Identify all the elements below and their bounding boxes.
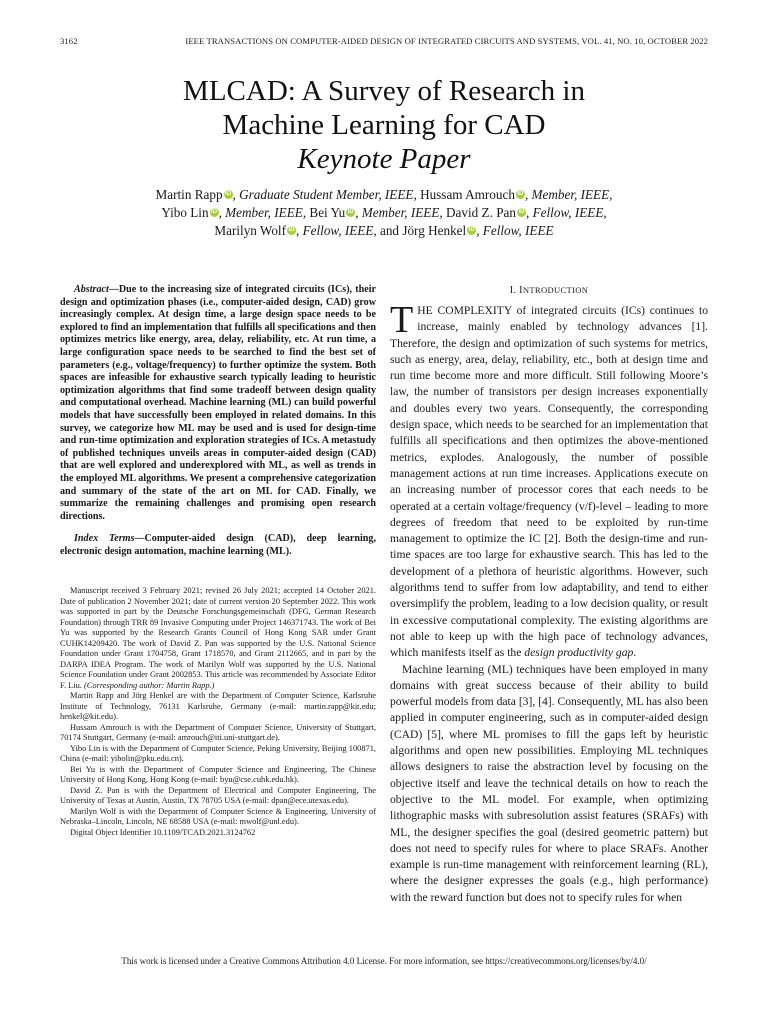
author-membership: Graduate Student Member, IEEE [239, 187, 414, 202]
abstract-text: —Due to the increasing size of integrated circuits (ICs), their design and optimization phases (i.e., computer-aided design, CAD) grow increasingly complex. At design time, a large design space needs to be explored to find an implementation that fulfills all specifications and then optimizes metrics like energy, area, delay, reliability, etc. At run time, a large configuration space needs to be searched to find the best set of parameters (e.g., voltage/frequency) to further optimize the system. Both spaces are infeasible for exhaustive search typically leading to heuristic optimization algorithms that find some tradeoff between design quality and computational overhead. Machine learning (ML) can build powerful models that have successfully been employed in related domains. In this survey, we categorize how ML may be used and is used for design-time and run-time optimization and exploration strategies of ICs. A metastudy of published techniques unveils areas in computer-aided design (CAD) that are well explored and underexplored with ML, as well as trends in the employed ML algorithms. We present a comprehensive categorization and summary of the state of the art on ML for CAD. Finally, we summarize the remaining challenges and promising open research directions. [60, 284, 376, 522]
footnote-affiliation: David Z. Pan is with the Department of Electrical and Computer Engineering, The University of Texas at Austin, Austin, TX 78705 USA (e-mail: dpan@ece.utexas.edu). [60, 785, 376, 806]
footnote-text: Manuscript received 3 February 2021; revised 26 July 2021; accepted 14 October 2021. Date of publication 2 November 2021; date of current version 20 September 2022. This work was supported in part by the Deutsche Forschungsgemeinschaft (DFG, German Research Foundation) through TRR 89 Invasive Computing under Project 146371743. The work of Bei Yu was supported by the Research Grants Council of Hong Kong SAR under Grant CUHK14209420. The work of David Z. Pan was supported by the U.S. National Science Foundation under Grant 1704758, Grant 1718570, and Grant 2112665, and in part by the DARPA IDEA Program. The work of Marilyn Wolf was supported by the U.S. National Science Foundation under Grant 2002853. This article was recommended by Associate Editor F. Liu. [60, 586, 376, 690]
corresponding-author: (Corresponding author: Martin Rapp.) [84, 680, 215, 690]
author-conjunction: and [379, 223, 400, 238]
abstract-label: Abstract [74, 284, 109, 295]
orcid-icon[interactable]: iD [468, 227, 475, 233]
author-membership: Member, IEEE [531, 187, 610, 202]
author-membership: Fellow, IEEE [482, 223, 554, 238]
license-footer[interactable]: This work is licensed under a Creative Commons Attribution 4.0 License. For more information, see https://creativecommons.org/licenses/by/4.0/ [121, 956, 647, 966]
author-membership: Member, IEEE [361, 205, 440, 220]
footnote-affiliation: Martin Rapp and Jörg Henkel are with the Department of Computer Science, Karlsruhe Institute of Technology, 76131 Karlsruhe, Germany (e-mail: martin.rapp@kit.edu; henkel@kit.edu). [60, 691, 376, 722]
author-name: Jörg Henkel [402, 223, 467, 238]
footnote-doi[interactable]: Digital Object Identifier 10.1109/TCAD.2021.3124762 [70, 827, 256, 837]
right-column [390, 284, 708, 906]
drop-cap: T [390, 299, 414, 341]
author-membership: Member, IEEE [225, 205, 303, 220]
footnote-affiliation: Hussam Amrouch is with the Department of Computer Science, University of Stuttgart, 70174 Stuttgart, Germany (e-mail: amrouch@iti.uni-stuttgart.de). [60, 722, 376, 743]
author-name: Yibo Lin [161, 205, 209, 220]
author-membership: Fellow, IEEE [302, 223, 374, 238]
author-name: David Z. Pan [446, 205, 516, 220]
section-heading-rest: NTRODUCTION [522, 285, 589, 295]
orcid-icon[interactable]: iD [225, 191, 232, 197]
paper-title [60, 74, 708, 176]
journal-name: IEEE TRANSACTIONS ON COMPUTER-AIDED DESIGN OF INTEGRATED CIRCUITS AND SYSTEMS, VOL. 41, NO. 10, OCTOBER 2022 [185, 36, 708, 46]
index-terms-text: —Computer-aided design (CAD), deep learning, electronic design automation, machine learning (ML). [60, 533, 376, 557]
intro-paragraph-1 [390, 299, 709, 662]
lead-caps: HE COMPLEXITY [417, 304, 512, 317]
footnotes [60, 586, 376, 838]
orcid-icon[interactable]: iD [518, 209, 525, 215]
intro-paragraph-2: Machine learning (ML) techniques have been employed in many domains with great success because of their ability to build powerful models from data [3], [4]. Consequently, ML has also been applied in computer engineering, such as in computer-aided design (CAD) [5], where ML promises to fill the gaps left by heuristic algorithms and open new possibilities. Employing ML techniques allows designers to raise the abstraction level by focusing on the objective itself and leave the technical details on how to reach the objective to the ML model. For example, when optimizing lithographic masks with subresolution assist features (SRAFs) with ML, the designer specifies the goal (desired geometric pattern) but does not need to specify rules for where to place SRAFs. Another example is run-time management with reinforcement learning (RL), where the designer expresses the goals (e.g., high performance) with the reward function but does not to specify rules for when [390, 662, 708, 904]
title-line-2: Machine Learning for CAD [222, 109, 546, 141]
page-number: 3162 [60, 36, 78, 46]
footnote-affiliation: Bei Yu is with the Department of Computer Science and Engineering, The Chinese University of Hong Kong, Hong Kong (e-mail: byu@cse.cuhk.edu.hk). [60, 764, 376, 785]
author-membership: Fellow, IEEE [532, 205, 604, 220]
author-name: Bei Yu [309, 205, 346, 220]
footnote-manuscript [60, 586, 376, 691]
paragraph-end: . [633, 646, 637, 660]
orcid-icon[interactable]: iD [517, 191, 524, 197]
left-column [60, 284, 376, 838]
paragraph-text: of integrated circuits (ICs) continues to increase, mainly enabled by technology advances [1]. Therefore, the design and optimization of such systems for metrics, such as energy, area, delay, reliability, etc., both at design time and run time become more and more difficult. Still following Moore’s law, the number of transistors per design increases exponentially and doubles every two years. Consequently, the corresponding design space, which needs to be searched for an implementation that fulfills all specifications and then optimizes the above-mentioned metrics, explodes. Analogously, the number of possible management actions at run time increases. Applications execute on an increasing number of processor cores that each needs to be operated at a certain voltage/frequency (v/f)-level – leading to more degrees of freedom that need to be exploited by run-time management to optimize the IC [2]. Both the design-time and run-time spaces are too large for exhaustive search. This has led to the development of a plethora of heuristic algorithms. However, such algorithms tend to suffer from low adaptability, and tend to either oversimplify the problem, leading to a low decision quality, or result in excessive computational complexity. The existing algorithms are not able to keep up with the high pace of technology advances, which manifests itself as the [390, 304, 709, 660]
author-list: Martin Rapp iD , Graduate Student Member, IEEE, Hussam Amrouch iD , Member, IEEE, Yibo Lin iD , Member, IEEE, Bei Yu iD , Member, IEEE, David Z. Pan iD , Fellow, IEEE, Marilyn Wolf iD , Fellow, IEEE, and Jörg Henkel iD , Fellow, IEEE [155, 187, 613, 238]
title-line-1: MLCAD: A Survey of Research in [183, 75, 585, 107]
orcid-icon[interactable]: iD [347, 209, 354, 215]
author-name: Marilyn Wolf [214, 223, 286, 238]
footnote-affiliation: Yibo Lin is with the Department of Computer Science, Peking University, Beijing 100871, China (e-mail: yibolin@pku.edu.cn). [60, 743, 376, 764]
section-number: I. [509, 285, 520, 296]
footnote-affiliation: Marilyn Wolf is with the Department of Computer Science & Engineering, University of Nebraska–Lincoln, Lincoln, NE 68588 USA (e-mail: mwolf@unl.edu). [60, 806, 376, 827]
index-terms [60, 533, 376, 558]
author-name: Hussam Amrouch [420, 187, 515, 202]
author-name: Martin Rapp [155, 187, 223, 202]
emphasis: design productivity gap [524, 646, 634, 660]
section-heading [390, 284, 708, 297]
section-heading-initial: I [519, 285, 523, 296]
title-subtitle: Keynote Paper [297, 143, 471, 175]
index-terms-label: Index Terms [74, 533, 135, 545]
abstract [60, 284, 376, 523]
orcid-icon[interactable]: iD [288, 227, 295, 233]
orcid-icon[interactable]: iD [211, 209, 218, 215]
